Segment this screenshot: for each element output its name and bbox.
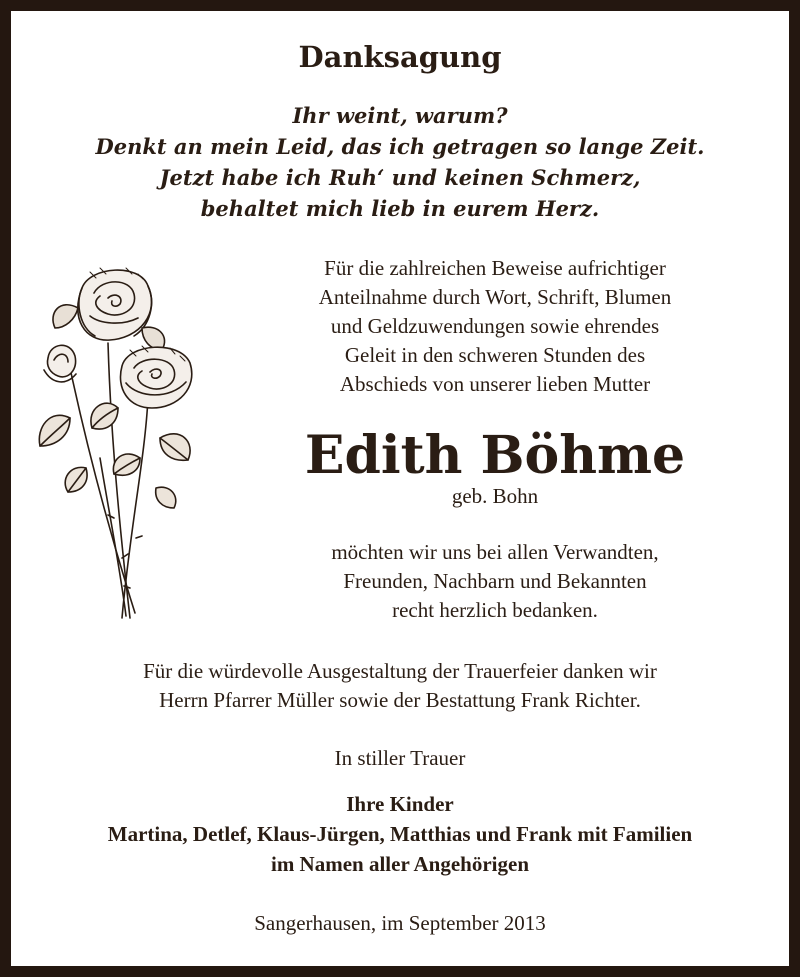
- poem-line: Denkt an mein Leid, das ich getragen so lange Zeit.: [95, 134, 705, 159]
- thanks-line: Für die zahlreichen Beweise aufrichtiger: [324, 256, 666, 280]
- place-date: Sangerhausen, im September 2013: [254, 911, 546, 935]
- gratitude-line: möchten wir uns bei allen Verwandten,: [331, 540, 659, 564]
- signatory-line: Ihre Kinder: [346, 792, 454, 816]
- thanks-line: Anteilnahme durch Wort, Schrift, Blumen: [318, 285, 672, 309]
- ceremony-line: Für die würdevolle Ausgestaltung der Trauerfeier danken wir: [143, 659, 657, 683]
- thanks-line: Geleit in den schweren Stunden des: [344, 343, 646, 367]
- signatory-line: im Namen aller Angehörigen: [270, 852, 529, 876]
- notice-heading: Danksagung: [298, 40, 502, 74]
- rose-illustration: [30, 258, 200, 628]
- poem-line: Jetzt habe ich Ruh‘ und keinen Schmerz,: [159, 165, 641, 190]
- thanks-line: und Geldzuwendungen sowie ehrendes: [330, 314, 660, 338]
- poem-line: Ihr weint, warum?: [292, 103, 508, 128]
- deceased-name: Edith Böhme: [304, 425, 686, 486]
- gratitude-line: recht herzlich bedanken.: [392, 598, 598, 622]
- mourning-line: In stiller Trauer: [334, 746, 466, 770]
- ceremony-line: Herrn Pfarrer Müller sowie der Bestattung Frank Richter.: [159, 688, 641, 712]
- birth-name: geb. Bohn: [451, 484, 539, 508]
- thanks-line: Abschieds von unserer lieben Mutter: [339, 372, 651, 396]
- poem-line: behaltet mich lieb in eurem Herz.: [200, 196, 600, 221]
- signatory-line: Martina, Detlef, Klaus-Jürgen, Matthias und Frank mit Familien: [107, 822, 693, 846]
- gratitude-line: Freunden, Nachbarn und Bekannten: [343, 569, 647, 593]
